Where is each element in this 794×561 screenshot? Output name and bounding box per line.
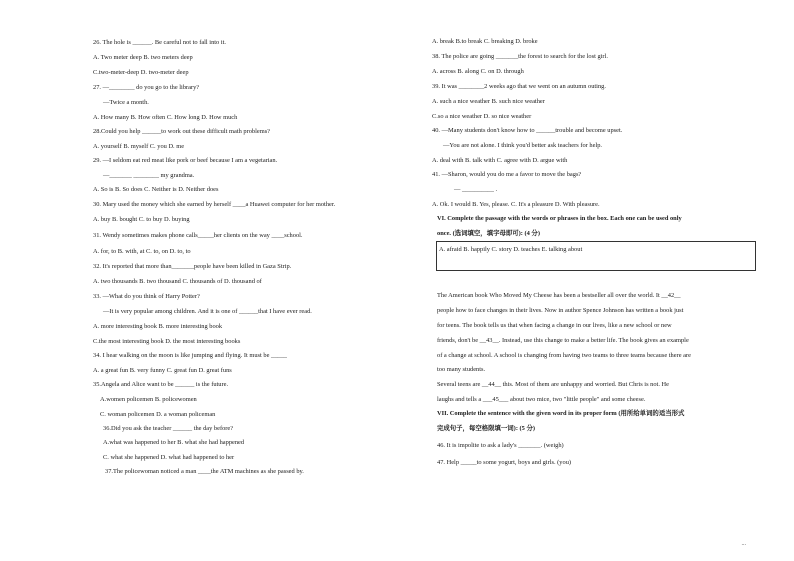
word-box-options: A. afraid B. happily C. story D. teaches E. talking about — [439, 246, 583, 253]
left-text-line: 26. The hole is ______. Be careful not to fall into it. — [93, 39, 226, 46]
right-text-line: Several teens are __44__ this. Most of them are unhappy and worried. But Chris is not. He — [437, 381, 669, 388]
left-text-line: 32. It's reported that more than_______people have been killed in Gaza Strip. — [93, 263, 292, 270]
right-text-line: — __________ . — [454, 186, 498, 193]
right-text-line: friends, don't be __43__. Instead, use this change to make a better life. The book gives an example — [437, 337, 689, 344]
left-text-line: A. How many B. How often C. How long D. How much — [93, 114, 238, 121]
right-text-line: A. break B.to break C. breaking D. broke — [432, 38, 538, 45]
left-text-line: 36.Did you ask the teacher ______ the day before? — [103, 425, 234, 432]
right-text-line: 41. —Sharon, would you do me a favor to move the bags? — [432, 171, 582, 178]
right-text-line: of a change at school. A school is changing from having two teams to three teams because there are — [437, 352, 691, 359]
right-text-line: once. (选词填空，填字母即可): (4 分) — [437, 230, 540, 237]
left-text-line: A.what was happened to her B. what she had happened — [103, 439, 245, 446]
left-text-line: A. So is B. So does C. Neither is D. Neither does — [93, 186, 219, 193]
left-text-line: A. a great fun B. very funny C. great fun D. great funs — [93, 367, 232, 374]
left-text-line: 33. —What do you think of Harry Potter? — [93, 293, 200, 300]
right-text-line: VII. Complete the sentence with the given word in its proper form (用所给单词的适当形式 — [437, 410, 685, 417]
right-text-line: VI. Complete the passage with the words or phrases in the box. Each one can be used only — [437, 215, 682, 222]
left-text-line: 27. —________ do you go to the library? — [93, 84, 200, 91]
left-text-line: C.the most interesting book D. the most interesting books — [93, 338, 241, 345]
right-text-line: people how to face changes in their lives. Now in author Spence Johnson has written a book just — [437, 307, 684, 314]
right-text-line: 47. Help _____to some yogurt, boys and girls. (you) — [437, 459, 572, 466]
left-text-line: C. what she happened D. what had happened to her — [103, 454, 235, 461]
left-text-line: A. two thousands B. two thousand C. thousands of D. thousand of — [93, 278, 262, 285]
right-text-line: laughs and tells a ___45___ about two mice, two "little people" and some cheese. — [437, 396, 646, 403]
right-text-line: A. such a nice weather B. such nice weather — [432, 98, 545, 105]
right-text-line: 40. —Many students don't know how to ______trouble and become upset. — [432, 127, 623, 134]
right-text-line: 38. The police are going _______the forest to search for the lost girl. — [432, 53, 608, 60]
word-box — [436, 241, 756, 271]
right-text-line: too many students. — [437, 366, 486, 373]
right-text-line: for teens. The book tells us that when facing a change in our lives, like a new school or new — [437, 322, 672, 329]
left-text-line: 28.Could you help ______to work out these difficult math problems? — [93, 128, 271, 135]
left-text-line: A. for, to B. with, at C. to, on D. to, to — [93, 248, 191, 255]
left-text-line: A. buy B. bought C. to buy D. buying — [93, 216, 190, 223]
left-text-line: —Twice a month. — [103, 99, 149, 106]
right-text-line: 46. It is impolite to ask a lady's _______. (weigh) — [437, 442, 564, 449]
left-text-line: A.women policemen B. policewomen — [100, 396, 197, 403]
right-text-line: A. Ok. I would B. Yes, please. C. It's a pleasure D. With pleasure. — [432, 201, 600, 208]
right-text-line: C.so a nice weather D. so nice weather — [432, 113, 532, 120]
left-text-line: 34. I hear walking on the moon is like jumping and flying. It must be _____ — [93, 352, 287, 359]
left-text-line: 29. —I seldom eat red meat like pork or beef because I am a vegetarian. — [93, 157, 278, 164]
right-text-line: A. across B. along C. on D. through — [432, 68, 524, 75]
right-text-line: 完成句子，每空格限填一词): (5 分) — [437, 425, 535, 432]
left-text-line: 30. Mary used the money which she earned by herself ____a Huawei computer for her mother. — [93, 201, 336, 208]
left-text-line: C. woman policemen D. a woman policeman — [100, 411, 216, 418]
page-corner-mark: ... — [741, 541, 746, 547]
left-text-line: —_______ ________ my grandma. — [103, 172, 195, 179]
left-text-line: A. more interesting book B. more interesting book — [93, 323, 223, 330]
right-column — [400, 0, 794, 561]
right-text-line: A. deal with B. talk with C. agree with D. argue with — [432, 157, 568, 164]
left-text-line: 31. Wendy sometimes makes phone calls_____her clients on the way ____school. — [93, 232, 303, 239]
left-text-line: A. yourself B. myself C. you D. me — [93, 143, 185, 150]
left-text-line: A. Two meter deep B. two meters deep — [93, 54, 193, 61]
right-text-line: The American book Who Moved My Cheese has been a bestseller all over the world. It __42__ — [437, 292, 681, 299]
left-text-line: —It is very popular among children. And it is one of ______that I have ever read. — [103, 308, 312, 315]
left-text-line: C.two-meter-deep D. two-meter deep — [93, 69, 189, 76]
left-text-line: 37.The policewoman noticed a man ____the ATM machines as she passed by. — [105, 468, 304, 475]
right-text-line: 39. It was ________2 weeks ago that we went on an autumn outing. — [432, 83, 606, 90]
left-text-line: 35.Angela and Alice want to be ______ is the future. — [93, 381, 229, 388]
right-text-line: —You are not alone. I think you'd better ask teachers for help. — [443, 142, 602, 149]
